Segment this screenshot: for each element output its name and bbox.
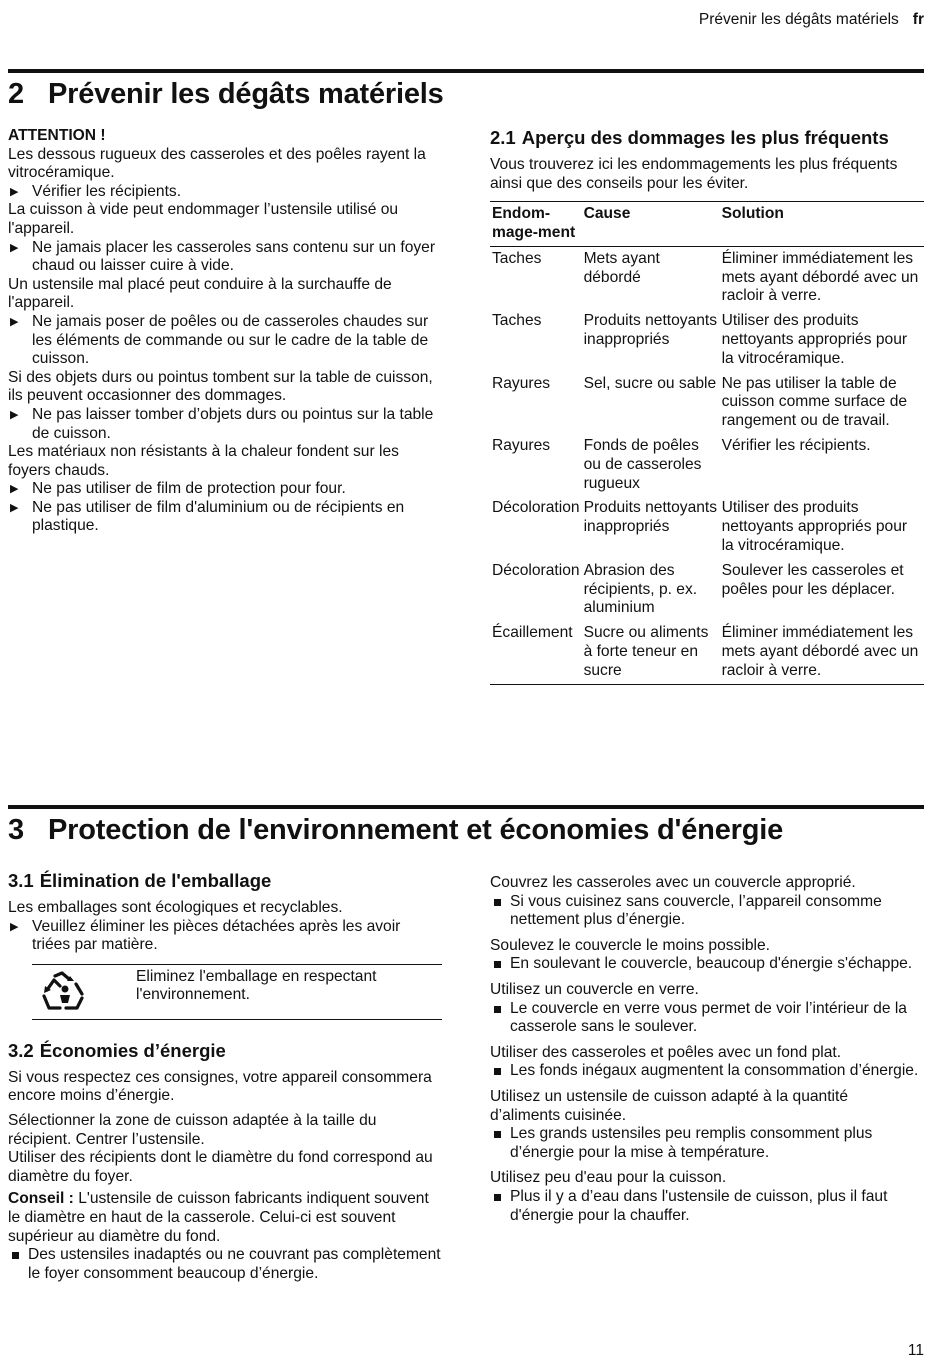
table-header-row: [490, 202, 924, 247]
cell-cause: Mets ayant débordé: [583, 249, 660, 286]
square-bullet-icon: [494, 1006, 501, 1013]
cell-damage: Rayures: [492, 374, 551, 392]
warning-text: Si des objets durs ou pointus tombent sur la table de cuisson, ils peuvent occasionner des dommages.: [8, 368, 433, 405]
energy-intro: Si vous respectez ces consignes, votre appareil consommera encore moins d’énergie.: [8, 1068, 432, 1105]
energy-tip: [8, 1190, 442, 1246]
energy-tip-group: [490, 981, 920, 1037]
cell-cause: Sel, sucre ou sable: [583, 374, 717, 392]
square-bullet-icon: [494, 1194, 501, 1201]
energy-tip-group: [490, 1088, 920, 1162]
energy-tip-group: [490, 1044, 920, 1081]
energy-tip-bullet: [490, 1125, 920, 1162]
energy-tip-bullet: [490, 955, 920, 974]
cell-damage: Rayures: [492, 436, 551, 454]
running-header: [699, 11, 924, 30]
section-2-right-column: [490, 127, 924, 685]
square-bullet-icon: [494, 961, 501, 968]
warning-text: Un ustensile mal placé peut conduire à la surchauffe de l'appareil.: [8, 275, 392, 312]
warning-text: Les matériaux non résistants à la chaleur fondent sur les foyers chauds.: [8, 443, 399, 479]
section-number: 3: [8, 814, 24, 846]
bullet-text: Plus il y a d’eau dans l'ustensile de cuisson, plus il faut d'énergie pour la chauffer.: [510, 1187, 888, 1224]
bullet-text: Ne pas laisser tomber d’objets durs ou pointus sur la table de cuisson.: [32, 405, 434, 442]
col-header-damage: Endom-mage-ment: [492, 205, 576, 241]
bullet-text: Ne pas utiliser de film d'aluminium ou de récipients en plastique.: [32, 498, 405, 535]
square-bullet-icon: [494, 1131, 501, 1138]
square-bullet-icon: [494, 899, 501, 906]
energy-tip-bullet: [490, 1000, 920, 1037]
subsection-number: 3.2: [8, 1039, 34, 1061]
bullet-text: Les fonds inégaux augmentent la consommation d’énergie.: [510, 1062, 919, 1080]
page-number: 11: [907, 1342, 924, 1360]
bullet-text: Des ustensiles inadaptés ou ne couvrant pas complètement le foyer consomment beaucoup d’énergie.: [28, 1246, 441, 1282]
energy-tip-group: [490, 874, 920, 930]
energy-tip-text: Soulevez le couvercle le moins possible.: [490, 936, 770, 954]
table-row: [490, 621, 924, 684]
warning-bullet: [8, 183, 436, 202]
table-row: [490, 496, 924, 558]
triangle-bullet-icon: ▶: [10, 408, 19, 421]
triangle-bullet-icon: ▶: [10, 185, 19, 198]
section-number: 2: [8, 78, 24, 110]
cell-damage: Écaillement: [492, 624, 573, 642]
tip-bullet: [8, 1246, 442, 1283]
attention-label: ATTENTION !: [8, 127, 106, 144]
section-rule: [8, 69, 924, 73]
cell-cause: Produits nettoyants inappropriés: [583, 312, 718, 348]
energy-tip-text: Utilisez peu d'eau pour la cuisson.: [490, 1169, 727, 1187]
section-3-heading: [8, 813, 783, 847]
energy-tip-bullet: [490, 1062, 920, 1081]
header-section-title: Prévenir les dégâts matériels: [698, 11, 899, 28]
energy-tip-text: Utiliser des casseroles et poêles avec un fond plat.: [490, 1043, 842, 1061]
energy-tip-group: [490, 1169, 920, 1225]
bullet-text: Ne jamais placer les casseroles sans contenu sur un foyer chaud ou laisser cuire à vide.: [32, 238, 436, 275]
square-bullet-icon: [12, 1252, 19, 1259]
subsection-number: 3.1: [8, 870, 34, 891]
recycle-icon: [38, 970, 86, 1016]
subsection-title: Élimination de l'emballage: [39, 870, 272, 891]
subsection-3-2-heading: [8, 1040, 442, 1062]
warning-list: [8, 146, 436, 536]
environment-note-text: Eliminez l'emballage en respectant l'environnement.: [136, 967, 377, 1004]
energy-tip-text: Utilisez un ustensile de cuisson adapté à la quantité d’aliments cuisinée.: [490, 1087, 849, 1124]
table-row: [490, 559, 924, 621]
cell-cause: Abrasion des récipients, p. ex. aluminium: [583, 561, 698, 617]
warning-bullet: [8, 406, 436, 443]
cell-cause: Produits nettoyants inappropriés: [583, 499, 718, 536]
bullet-text: Si vous cuisinez sans couvercle, l’appareil consomme nettement plus d’énergie.: [510, 892, 882, 929]
damage-table: [490, 201, 924, 684]
warning-text: Les dessous rugueux des casseroles et des poêles rayent la vitrocéramique.: [8, 145, 426, 182]
header-lang: fr: [912, 11, 924, 28]
bullet-text: Vérifier les récipients.: [32, 182, 182, 200]
energy-tip-text: Utilisez un couvercle en verre.: [490, 980, 699, 998]
triangle-bullet-icon: ▶: [10, 501, 19, 514]
table-row: [490, 309, 924, 371]
bullet-text: Les grands ustensiles peu remplis consomment plus d’énergie pour la mise à température.: [510, 1125, 873, 1161]
energy-tip-bullet: [490, 893, 920, 930]
section-2-heading: [8, 77, 444, 111]
subsection-3-1-heading: [8, 870, 442, 892]
triangle-bullet-icon: ▶: [10, 920, 19, 933]
bullet-text: Le couvercle en verre vous permet de voir l’intérieur de la casserole sans le soulever.: [510, 999, 907, 1036]
tip-label: Conseil :: [8, 1190, 74, 1208]
cell-solution: Utiliser des produits nettoyants appropriés pour la vitrocéramique.: [721, 312, 908, 367]
section-3-right-column: [490, 874, 920, 1225]
table-intro: Vous trouverez ici les endommagements les plus fréquents ainsi que des conseils pour les éviter.: [490, 156, 898, 192]
cell-cause: Fonds de poêles ou de casseroles rugueux: [583, 436, 702, 492]
triangle-bullet-icon: ▶: [10, 483, 19, 496]
subsection-number: 2.1: [490, 127, 516, 148]
energy-tip-group: [490, 937, 920, 974]
bullet-text: Veuillez éliminer les pièces détachées après les avoir triées par matière.: [32, 917, 401, 954]
cell-damage: Décoloration: [492, 561, 580, 579]
cell-damage: Taches: [492, 249, 542, 267]
energy-tip-text: Couvrez les casseroles avec un couvercle approprié.: [490, 874, 856, 891]
energy-diameter: Utiliser des récipients dont le diamètre du fond correspond au diamètre du foyer.: [8, 1149, 433, 1185]
section-title: Protection de l'environnement et économies d'énergie: [48, 814, 784, 846]
warning-bullet: [8, 480, 436, 499]
table-row: [490, 434, 924, 496]
table-row: [490, 246, 924, 309]
cell-solution: Ne pas utiliser la table de cuisson comme surface de rangement ou de travail.: [721, 374, 908, 430]
table-row: [490, 372, 924, 434]
section-rule: [8, 805, 924, 809]
warning-bullet: [8, 239, 436, 276]
square-bullet-icon: [494, 1068, 501, 1075]
cell-solution: Vérifier les récipients.: [721, 436, 871, 454]
warning-bullet: [8, 499, 436, 536]
section-3-left-column: [8, 870, 442, 1283]
cell-solution: Éliminer immédiatement les mets ayant débordé avec un racloir à verre.: [721, 249, 919, 305]
cell-damage: Décoloration: [492, 499, 580, 517]
triangle-bullet-icon: ▶: [10, 241, 19, 254]
energy-tip-bullet: [490, 1188, 920, 1225]
section-title: Prévenir les dégâts matériels: [48, 78, 444, 110]
cell-damage: Taches: [492, 312, 542, 330]
subsection-2-1-heading: [490, 127, 924, 149]
bullet-text: Ne pas utiliser de film de protection pour four.: [32, 480, 346, 498]
col-header-solution: Solution: [721, 205, 784, 223]
packaging-bullet: [8, 918, 442, 955]
cell-solution: Soulever les casseroles et poêles pour les déplacer.: [721, 561, 904, 598]
section-2-left-column: [8, 127, 436, 536]
warning-text: La cuisson à vide peut endommager l’ustensile utilisé ou l'appareil.: [8, 201, 399, 237]
energy-select-zone: Sélectionner la zone de cuisson adaptée à la taille du récipient. Centrer l’ustensile.: [8, 1111, 377, 1148]
packaging-text: Les emballages sont écologiques et recyclables.: [8, 899, 343, 916]
cell-solution: Éliminer immédiatement les mets ayant débordé avec un racloir à verre.: [721, 624, 919, 679]
col-header-cause: Cause: [583, 205, 631, 223]
subsection-title: Économies d’énergie: [39, 1039, 226, 1061]
bullet-text: Ne jamais poser de poêles ou de casseroles chaudes sur les éléments de commande ou sur le cadre de la table de cuisson.: [32, 312, 429, 368]
cell-solution: Utiliser des produits nettoyants appropriés pour la vitrocéramique.: [721, 499, 908, 554]
triangle-bullet-icon: ▶: [10, 315, 19, 328]
environment-note: [32, 964, 442, 1020]
bullet-text: En soulevant le couvercle, beaucoup d'énergie s'échappe.: [510, 955, 913, 973]
cell-cause: Sucre ou aliments à forte teneur en sucre: [583, 624, 709, 679]
tip-text: L'ustensile de cuisson fabricants indiquent souvent le diamètre en haut de la casserole. Celui-ci est souvent supérieur au diamètre du fond.: [8, 1190, 429, 1245]
subsection-title: Aperçu des dommages les plus fréquents: [521, 127, 889, 148]
warning-bullet: [8, 313, 436, 369]
